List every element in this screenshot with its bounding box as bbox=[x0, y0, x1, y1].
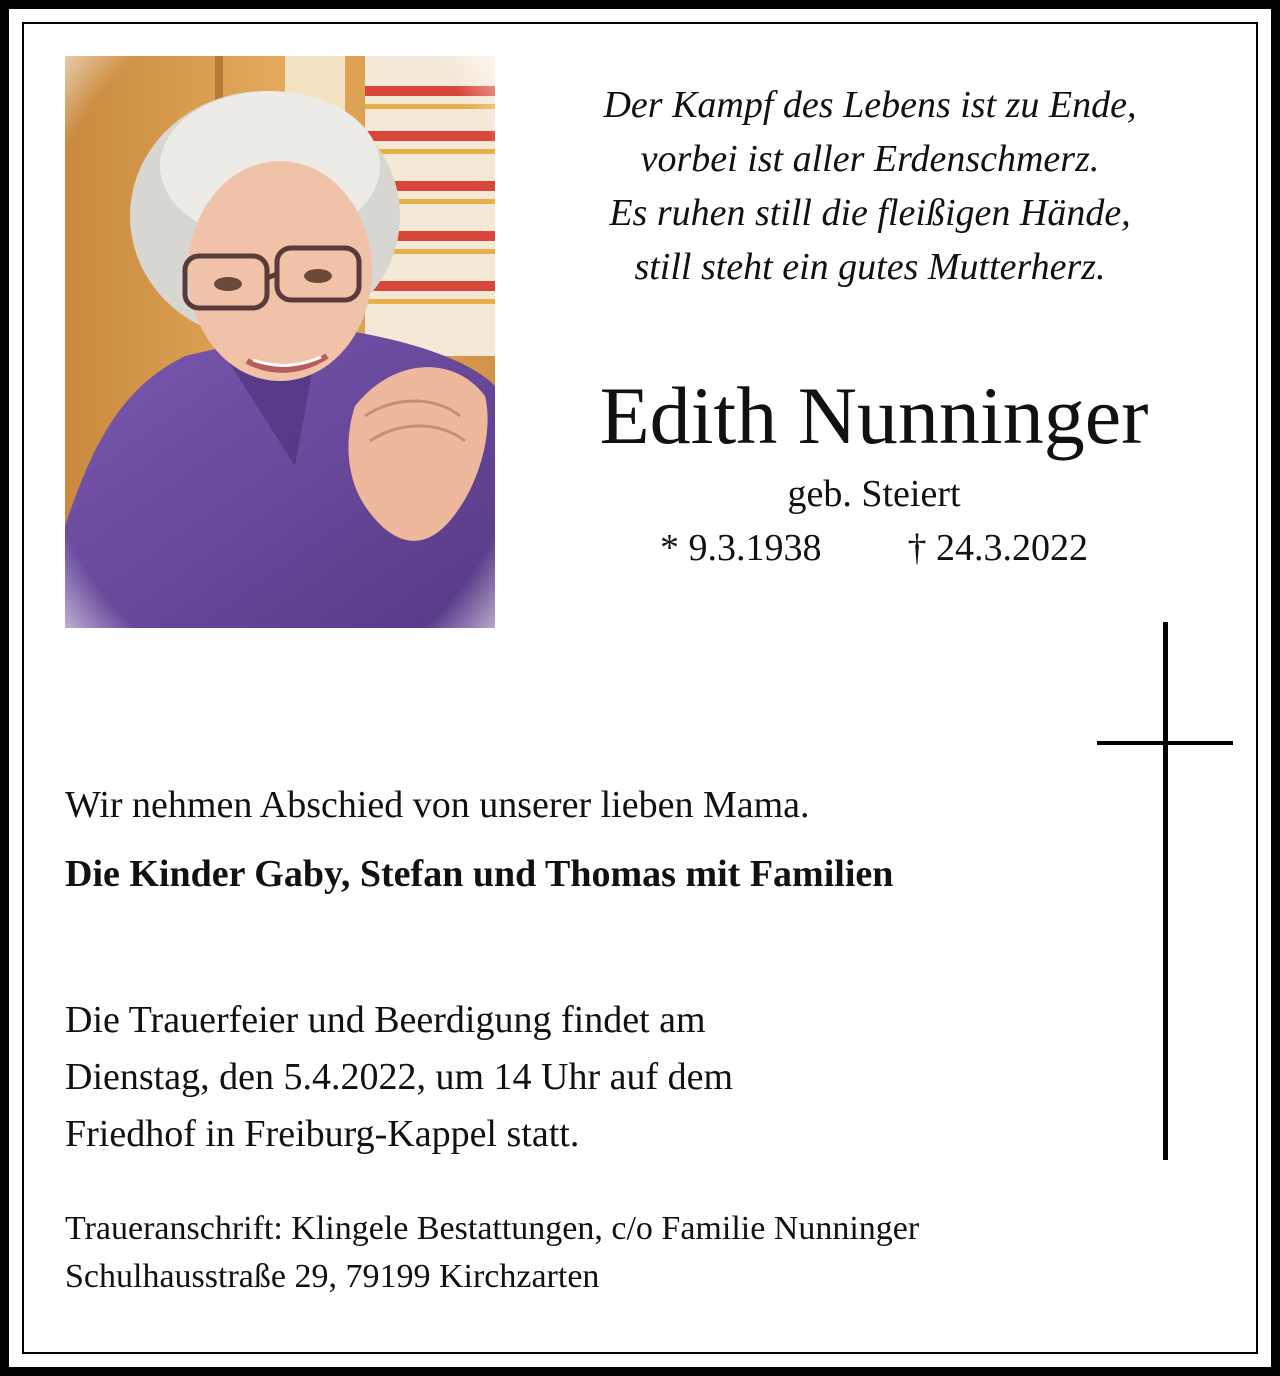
farewell-text: Wir nehmen Abschied von unserer lieben Mama. bbox=[65, 784, 810, 826]
service-line: Die Trauerfeier und Beerdigung findet am bbox=[65, 999, 706, 1041]
service-line: Dienstag, den 5.4.2022, um 14 Uhr auf dem bbox=[65, 1056, 734, 1098]
signatories: Die Kinder Gaby, Stefan und Thomas mit Familien bbox=[65, 853, 894, 895]
address-line: Schulhausstraße 29, 79199 Kirchzarten bbox=[65, 1258, 600, 1295]
deceased-name: Edith Nunninger bbox=[599, 370, 1149, 461]
poem-line: vorbei ist aller Erdenschmerz. bbox=[640, 138, 1100, 180]
life-dates bbox=[520, 524, 1228, 572]
poem-line: still steht ein gutes Mutterherz. bbox=[634, 246, 1106, 288]
mourning-address bbox=[65, 1205, 919, 1301]
cross-vertical-bar bbox=[1163, 622, 1168, 1160]
maiden-name: geb. Steiert bbox=[787, 473, 961, 515]
cross-horizontal-bar bbox=[1097, 741, 1233, 745]
poem-line: Der Kampf des Lebens ist zu Ende, bbox=[603, 84, 1137, 126]
service-line: Friedhof in Freiburg-Kappel statt. bbox=[65, 1113, 580, 1155]
portrait-photo bbox=[65, 56, 495, 628]
poem-line: Es ruhen still die fleißigen Hände, bbox=[609, 192, 1131, 234]
funeral-service-info bbox=[65, 992, 733, 1163]
death-date: † 24.3.2022 bbox=[907, 527, 1088, 569]
birth-date: * 9.3.1938 bbox=[660, 527, 822, 569]
poem bbox=[520, 78, 1220, 294]
address-line: Traueranschrift: Klingele Bestattungen, c/o Familie Nunninger bbox=[65, 1210, 920, 1247]
